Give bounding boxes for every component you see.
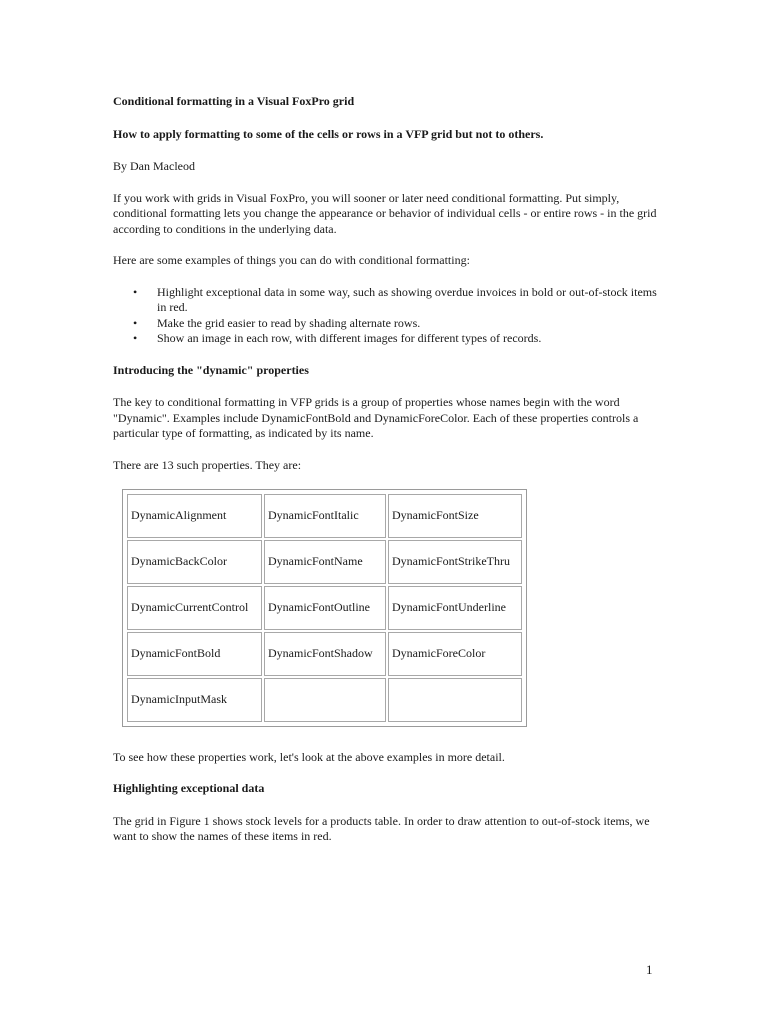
table-row (127, 586, 522, 630)
examples-list (113, 285, 658, 347)
table-cell: DynamicFontSize (388, 494, 522, 538)
table-cell-empty (388, 678, 522, 722)
section1-paragraph: The key to conditional formatting in VFP grids is a group of properties whose names begin with the word "Dynamic". Examples include DynamicFontBold and DynamicForeColor. Each of these properties controls a particular type of formatting, as indicated by its name. (113, 395, 639, 440)
page-number: 1 (646, 962, 653, 977)
properties-table-frame (122, 489, 527, 727)
properties-table (125, 492, 524, 724)
intro-paragraph: If you work with grids in Visual FoxPro, you will sooner or later need conditional formatting. Put simply, conditional formatting lets you change the appearance or behavior of individual cells - or entire rows - in the grid according to conditions in the underlying data. (113, 190, 657, 236)
table-row (127, 494, 522, 538)
table-cell: DynamicBackColor (127, 540, 262, 584)
table-cell: DynamicForeColor (388, 632, 522, 676)
table-cell: DynamicFontUnderline (388, 586, 522, 630)
table-row (127, 632, 522, 676)
section-heading-dynamic-properties: Introducing the "dynamic" properties (113, 362, 309, 377)
table-cell: DynamicFontShadow (264, 632, 386, 676)
section-heading-highlighting: Highlighting exceptional data (113, 781, 265, 795)
document-subtitle: How to apply formatting to some of the cells or rows in a VFP grid but not to others. (113, 126, 544, 141)
byline: By Dan Macleod (113, 159, 195, 173)
list-item: • Make the grid easier to read by shading alternate rows. (157, 316, 658, 332)
after-table-paragraph: To see how these properties work, let's look at the above examples in more detail. (113, 749, 505, 764)
table-cell: DynamicFontOutline (264, 586, 386, 630)
document-page (113, 94, 658, 861)
table-row (127, 540, 522, 584)
table-cell: DynamicFontName (264, 540, 386, 584)
section2-paragraph: The grid in Figure 1 shows stock levels for a products table. In order to draw attention to out-of-stock items, we want to show the names of these items in red. (113, 813, 650, 843)
table-cell: DynamicFontBold (127, 632, 262, 676)
list-item: • Show an image in each row, with different images for different types of records. (157, 331, 658, 347)
table-cell-empty (264, 678, 386, 722)
count-sentence: There are 13 such properties. They are: (113, 457, 302, 472)
table-cell: DynamicInputMask (127, 678, 262, 722)
examples-intro: Here are some examples of things you can do with conditional formatting: (113, 253, 470, 267)
table-row (127, 678, 522, 722)
table-cell: DynamicAlignment (127, 494, 262, 538)
table-cell: DynamicFontItalic (264, 494, 386, 538)
table-cell: DynamicFontStrikeThru (388, 540, 522, 584)
table-cell: DynamicCurrentControl (127, 586, 262, 630)
list-item: • Highlight exceptional data in some way, such as showing overdue invoices in bold or out-of-stock items in red. (157, 285, 658, 316)
document-title: Conditional formatting in a Visual FoxPro grid (113, 94, 355, 108)
